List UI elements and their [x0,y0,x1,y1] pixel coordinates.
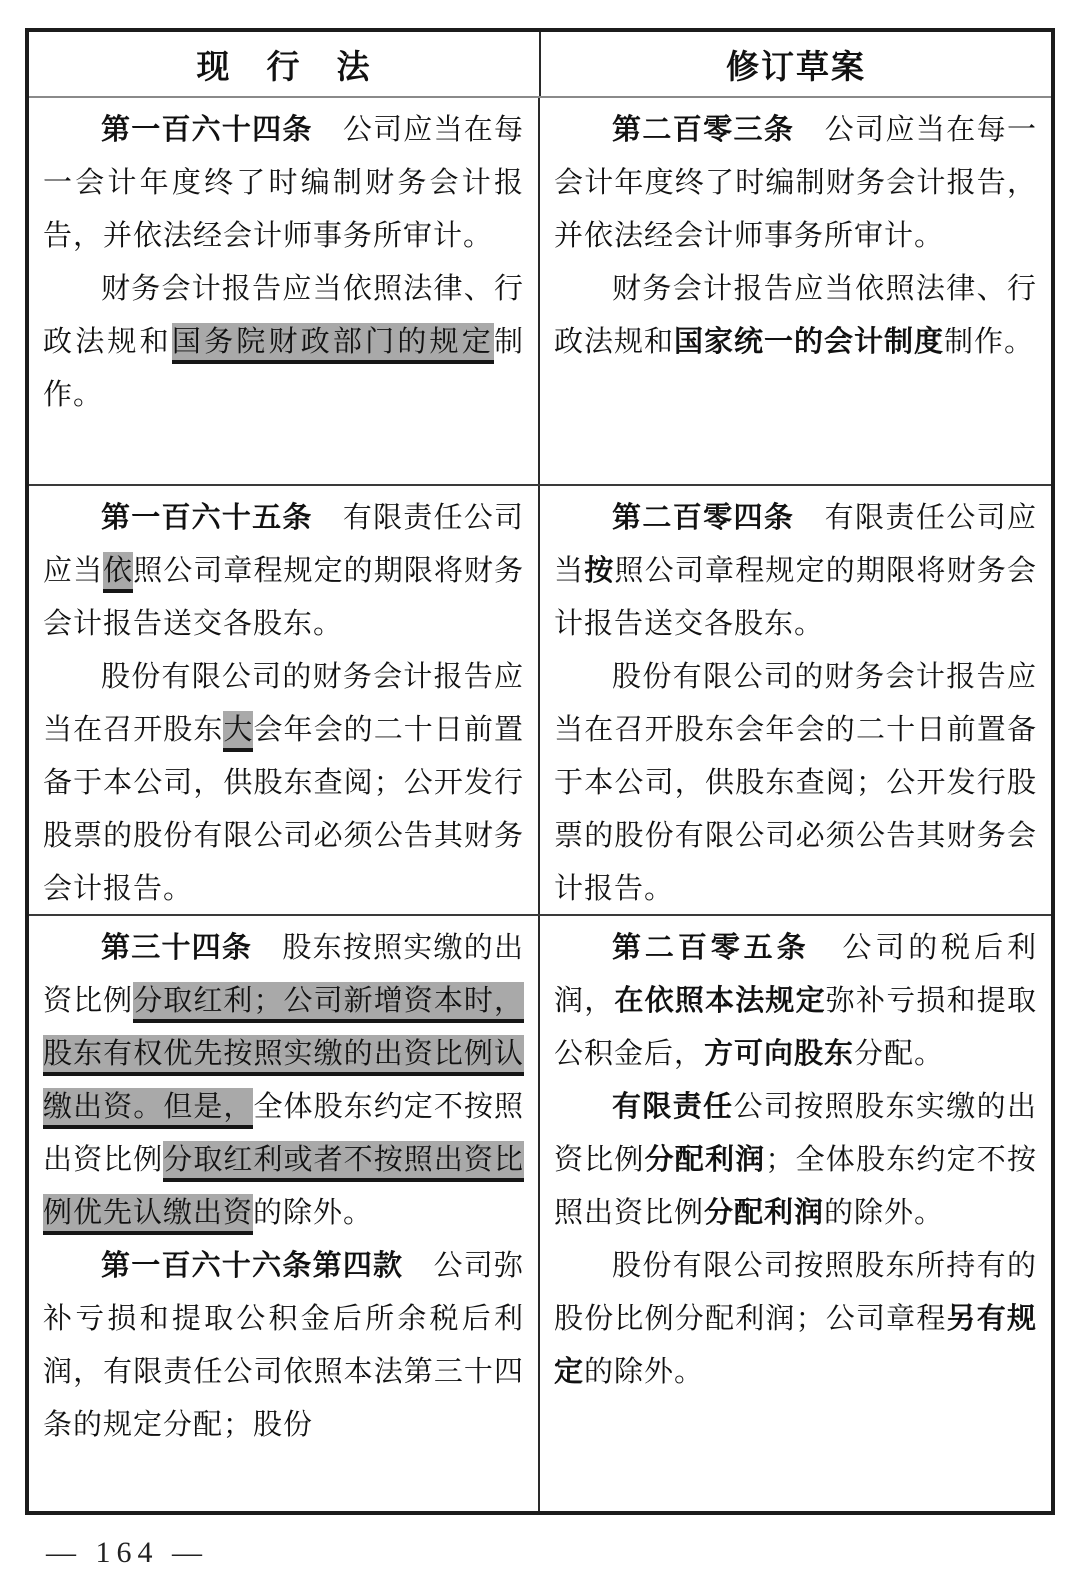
paragraph [554,263,1037,369]
text-run: 财务会计报告应当依照法律、行政法规和 [554,273,1037,358]
text-run: 财务会计报告应当依照法律、行政法规和 [43,273,524,358]
emphasis-bold-text: 国家统一的会计制度 [674,326,945,358]
text-run: 公司按照股东实缴的出资比例 [554,1091,1037,1176]
paragraph [43,492,524,651]
paragraph [554,104,1037,263]
paragraph [554,1081,1037,1240]
text-run: 股份有限公司的财务会计报告应当在召开股东会年会的二十日前置备于本公司，供股东查阅；公开发行股票的股份有限公司必须公告其财务会计报告。 [554,661,1037,905]
emphasis-bold-text: 分配利润 [644,1144,766,1176]
text-run: 照公司章程规定的期限将财务会计报告送交各股东。 [554,555,1037,640]
text-run: 公司的税后利润， [554,932,1037,1017]
highlighted-underlined-text: 大 [223,711,253,752]
header-revised-draft: 修订草案 [726,47,866,85]
text-run: 会年会的二十日前置备于本公司，供股东查阅；公开发行股票的股份有限公司必须公告其财务会计报告。 [43,714,524,905]
text-run: 公司应当在每一会计年度终了时编制财务会计报告，并依法经会计师事务所审计。 [554,114,1037,252]
paragraph [43,922,524,1240]
paragraph [554,651,1037,914]
paragraph [554,1240,1037,1399]
current-law-cell [29,486,540,914]
text-run: 分配。 [854,1038,945,1070]
text-run: 的除外。 [253,1197,374,1229]
text-run: 的除外。 [824,1197,945,1229]
emphasis-bold-text: 按 [584,555,615,587]
paragraph [43,651,524,914]
text-run: 股东按照实缴的出资比例 [43,932,524,1017]
emphasis-bold-text: 有限责任 [612,1091,734,1123]
revised-draft-cell [540,486,1051,914]
emphasis-bold-text: 在依照本法规定 [614,985,826,1017]
text-run: 的除外。 [584,1356,705,1388]
emphasis-bold-text: 分配利润 [704,1197,825,1229]
highlighted-underlined-text: 依 [103,552,133,593]
text-run: 照公司章程规定的期限将财务会计报告送交各股东。 [43,555,524,640]
revised-draft-cell [540,98,1051,484]
table-row [29,98,1051,486]
table-row [29,486,1051,916]
paragraph [554,922,1037,1081]
emphasis-bold-text: 第一百六十六条第四款 [101,1250,404,1282]
highlighted-underlined-text: 分取红利或者不按照出资比例优先认缴出资 [43,1141,524,1235]
paragraph [43,263,524,422]
paragraph [43,104,524,263]
table-header-row [29,32,1051,98]
text-run: 公司应当在每一会计年度终了时编制财务会计报告，并依法经会计师事务所审计。 [43,114,524,252]
text-run: 有限责任公司应当 [43,502,524,587]
table-row [29,916,1051,1511]
current-law-cell [29,916,540,1511]
highlighted-underlined-text: 国务院财政部门的规定 [172,323,494,364]
revised-draft-cell [540,916,1051,1511]
emphasis-bold-text: 第一百六十五条 [101,502,313,534]
paragraph [554,492,1037,651]
current-law-cell [29,98,540,484]
page-number: — 164 — [46,1536,208,1569]
header-current-law: 现 行 法 [29,32,541,96]
text-run: 公司弥补亏损和提取公积金后所余税后利润，有限责任公司依照本法第三十四条的规定分配；股份 [43,1250,524,1441]
text-run: 制作。 [944,326,1035,358]
paragraph [43,1240,524,1452]
text-run: 股份有限公司按照股东所持有的股份比例分配利润；公司章程 [554,1250,1037,1335]
text-run: 制作。 [43,326,524,411]
text-run: 全体股东约定不按照出资比例 [43,1091,524,1176]
emphasis-bold-text: 第三十四条 [101,932,253,964]
highlighted-underlined-text: 分取红利；公司新增资本时，股东有权优先按照实缴的出资比例认缴出资。但是， [43,982,524,1129]
emphasis-bold-text: 第二百零四条 [612,502,795,534]
text-run: 弥补亏损和提取公积金后， [554,985,1037,1070]
emphasis-bold-text: 方可向股东 [704,1038,855,1070]
text-run: 股份有限公司的财务会计报告应当在召开股东 [43,661,524,746]
emphasis-bold-text: 另有规定 [554,1303,1037,1388]
emphasis-bold-text: 第一百六十四条 [101,114,313,146]
text-run: 有限责任公司应当 [554,502,1037,587]
emphasis-bold-text: 第二百零五条 [612,932,810,964]
law-comparison-table [25,28,1055,1515]
emphasis-bold-text: 第二百零三条 [612,114,795,146]
text-run: ；全体股东约定不按照出资比例 [554,1144,1037,1229]
